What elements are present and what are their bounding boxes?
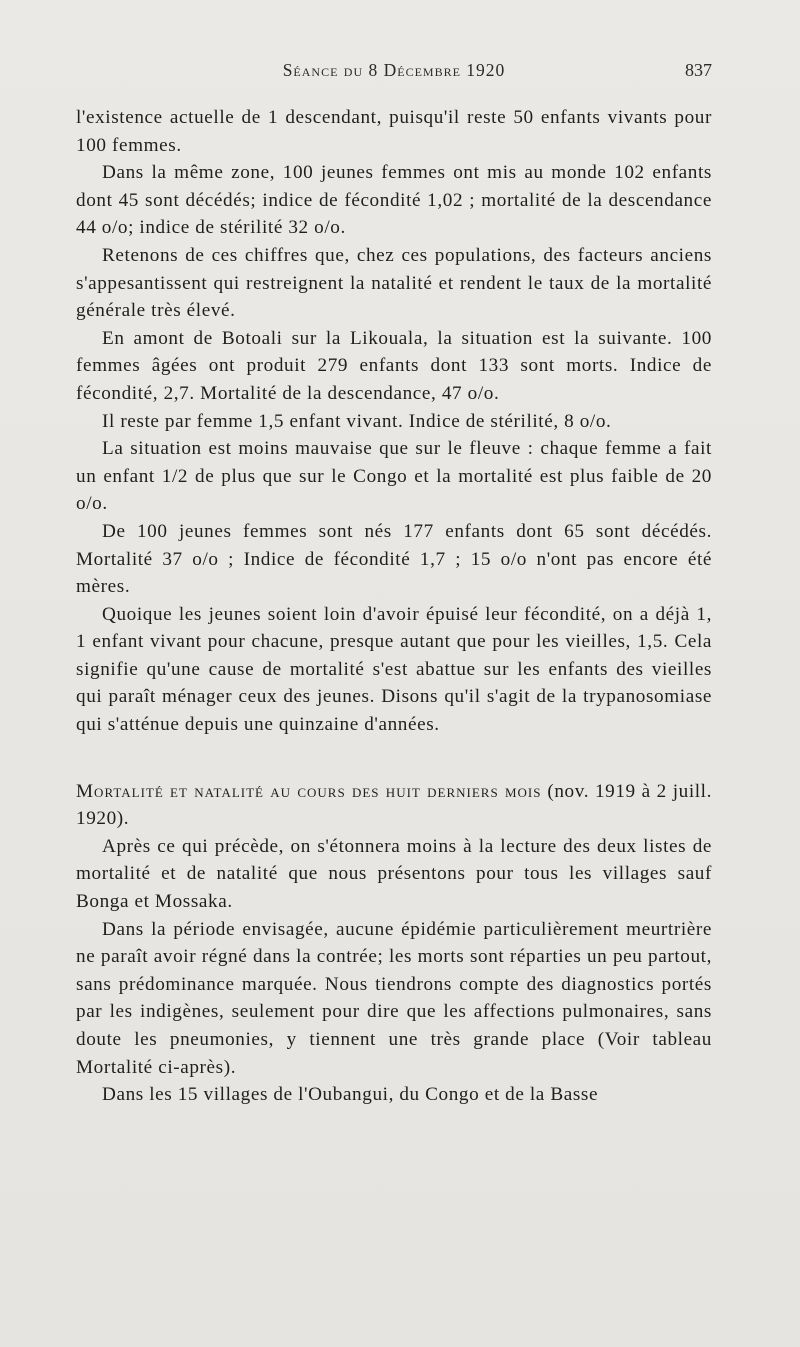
section-heading-dates: (nov. 1919 à 2 juill. 1920). [76, 780, 713, 830]
paragraph: La situation est moins mauvaise que sur le fleuve : chaque femme a fait un enfant 1/2 de plus que sur le Congo et la mortalité est plus faible de 20 o/o. [76, 438, 712, 515]
section-heading-title: Mortalité et natalité au cours des huit derniers mois [76, 780, 542, 802]
page-number: 837 [685, 60, 712, 80]
paragraph: Quoique les jeunes soient loin d'avoir épuisé leur fécondité, on a déjà 1, 1 enfant vivant pour chacune, presque autant que pour les vieilles, 1,5. Cela signifie qu'une cause de mortalité s'est abattue sur les enfants des vieilles qui paraît ménager ceux des jeunes. Disons qu'il s'agit de la trypanosomiase qui s'atténue depuis une quinzaine d'années. [76, 603, 712, 736]
paragraph-continued: l'existence actuelle de 1 descendant, puisqu'il reste 50 enfants vivants pour 100 femmes. [76, 107, 712, 156]
paragraph: Dans les 15 villages de l'Oubangui, du Congo et de la Basse [102, 1084, 599, 1106]
paragraph: Il reste par femme 1,5 enfant vivant. Indice de stérilité, 8 o/o. [102, 410, 612, 432]
paragraph: Dans la même zone, 100 jeunes femmes ont mis au monde 102 enfants dont 45 sont décédés; indice de fécondité 1,02 ; mortalité de la descendance 44 o/o; indice de stérilité 32 o/o. [76, 162, 712, 239]
body-text [76, 104, 712, 1109]
paragraph: En amont de Botoali sur la Likouala, la situation est la suivante. 100 femmes âgées ont produit 279 enfants dont 133 sont morts. Indice de fécondité, 2,7. Mortalité de la descendance, 47 o/o. [76, 327, 712, 404]
paragraph: Après ce qui précède, on s'étonnera moins à la lecture des deux listes de mortalité et de natalité que nous présentons pour tous les villages sauf Bonga et Mossaka. [76, 835, 712, 913]
running-head: Séance du 8 Décembre 1920 [282, 60, 506, 80]
paragraph: Retenons de ces chiffres que, chez ces populations, des facteurs anciens s'appesantissent qui restreignent la natalité et rendent le taux de la mortalité générale très élevé. [76, 244, 712, 322]
paragraph: Dans la période envisagée, aucune épidémie particulièrement meurtrière ne paraît avoir régné dans la contrée; les morts sont réparties un peu partout, sans prédominance marquée. Nous tiendrons compte des diagnostics portés par les indigènes, seulement pour dire que les affections pulmonaires, sans doute les pneumonies, y tiennent une très grande place (Voir tableau Mortalité ci-après). [76, 918, 712, 1078]
paragraph: De 100 jeunes femmes sont nés 177 enfants dont 65 sont décédés. Mortalité 37 o/o ; Indice de fécondité 1,7 ; 15 o/o n'ont pas encore été mères. [76, 520, 712, 598]
section-heading [76, 778, 712, 833]
page-header [76, 60, 712, 88]
